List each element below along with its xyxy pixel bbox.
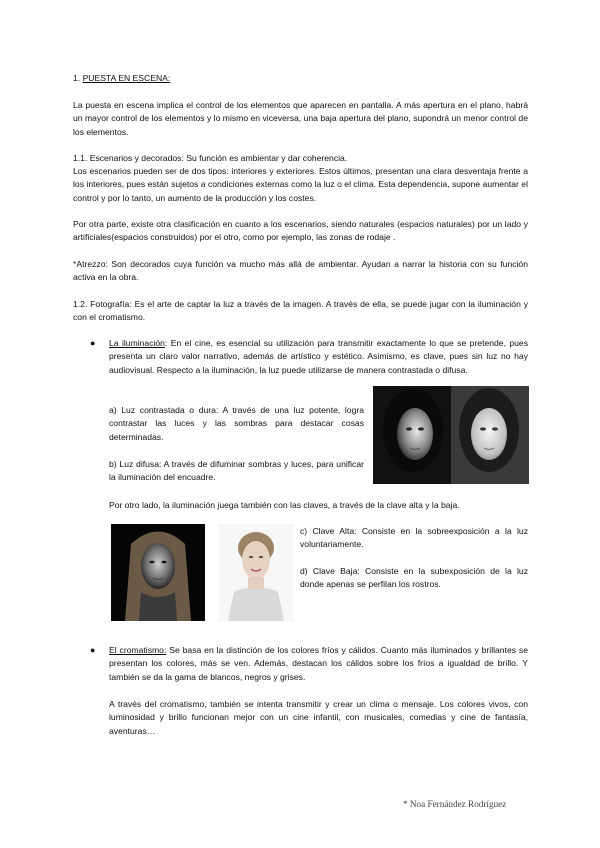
- low-key-portrait-graphic: [111, 524, 205, 621]
- intro-paragraph: La puesta en escena implica el control de los elementos que aparecen en pantalla. A más apertura en el plano, habrá un mayor control de los elementos y lo mismo en viceversa, una baja apertura del plano, supondrá un menor control de los elementos.: [73, 100, 528, 137]
- high-key-portrait-photo: [218, 524, 294, 621]
- cromatismo-paragraph-2: A través del cromatismo, también se intenta transmitir y crear un clima o mensaje. Los colores vivos, con luminosidad y brillo funcionan mejor con un cine infantil, con musicales, comedias y cine de fantasía, aventuras…: [109, 699, 528, 736]
- clave-alta-paragraph: c) Clave Alta: Consiste en la sobreexposición a la luz voluntariamente.: [300, 526, 528, 550]
- subsection-1-1-title: 1.1. Escenarios y decorados: Su función es ambientar y dar coherencia.: [73, 153, 348, 163]
- subsection-1-1-paragraph-1: Los escenarios pueden ser de dos tipos: interiores y exteriores. Estos últimos, presentan una clara desventaja frente a los interiores, pues están sujetos a condiciones externas como la luz o el clima. Esta dependencia, supone aumentar el control y por lo tanto, un aumento de la producción y los costes.: [73, 166, 528, 203]
- high-key-portrait-graphic: [218, 524, 294, 621]
- iluminacion-paragraph: [109, 337, 528, 377]
- subsection-1-1-paragraph-2: Por otra parte, existe otra clasificación en cuanto a los escenarios, siendo naturales (espacios naturales) por un lado y artificiales(espacios construidos) por el otro, como por ejemplo, las zonas de rodaje .: [73, 219, 528, 243]
- author-footer: * Noa Fernández Rodríguez: [403, 799, 507, 809]
- bullet-iluminacion: ●: [90, 338, 96, 348]
- claves-paragraph: Por otro lado, la iluminación juega también con las claves, a través de la clave alta y la baja.: [109, 500, 460, 510]
- luz-contrastada-paragraph: a) Luz contrastada o dura: A través de una luz potente, logra contrastar las luces y las sombras para destacar cosas determinadas.: [109, 405, 364, 442]
- cromatismo-paragraph: [109, 644, 528, 684]
- heading-number: 1.: [73, 73, 83, 83]
- bullet-cromatismo: ●: [90, 645, 96, 655]
- luz-difusa-paragraph: b) Luz difusa: A través de difuminar sombras y luces, para unificar la iluminación del encuadre.: [109, 459, 364, 483]
- clave-baja-paragraph: d) Clave Baja: Consiste en la subexposición de la luz donde apenas se perfilan los rostros.: [300, 566, 528, 590]
- atrezzo-paragraph: *Atrezzo: Son decorados cuya función va mucho más allá de ambientar. Ayudan a narrar la historia con su función activa en la obra.: [73, 259, 528, 283]
- portrait-light-comparison-graphic: [373, 386, 529, 484]
- low-key-portrait-photo: [111, 524, 205, 621]
- iluminacion-label: La iluminación: [109, 338, 165, 348]
- heading-title: PUESTA EN ESCENA:: [82, 73, 171, 83]
- cromatismo-text: Se basa en la distinción de los colores fríos y cálidos. Cuanto más iluminados y brillantes se presentan los colores, más se ven. Además, destacan los cálidos sobre los fríos a igualdad de brillo. Y también se da la gama de blancos, negros y grises.: [109, 645, 529, 682]
- cromatismo-label: El cromatismo:: [109, 645, 167, 655]
- iluminacion-text: : En el cine, es esencial su utilización para transmitir exactamente lo que se pretende, pues presenta un claro valor narrativo, además de artístico y estético. Asimismo, es clave, pues sin luz no hay audiovisual. Respecto a la iluminación, la luz puede utilizarse de manera contrastada o difusa.: [109, 338, 529, 375]
- portrait-light-comparison-photo: [373, 386, 529, 484]
- section-heading: [73, 72, 170, 85]
- subsection-1-2-title: 1.2. Fotografía: Es el arte de captar la luz a través de la imagen. A través de ella, se puede jugar con la iluminación y con el cromatismo.: [73, 299, 528, 323]
